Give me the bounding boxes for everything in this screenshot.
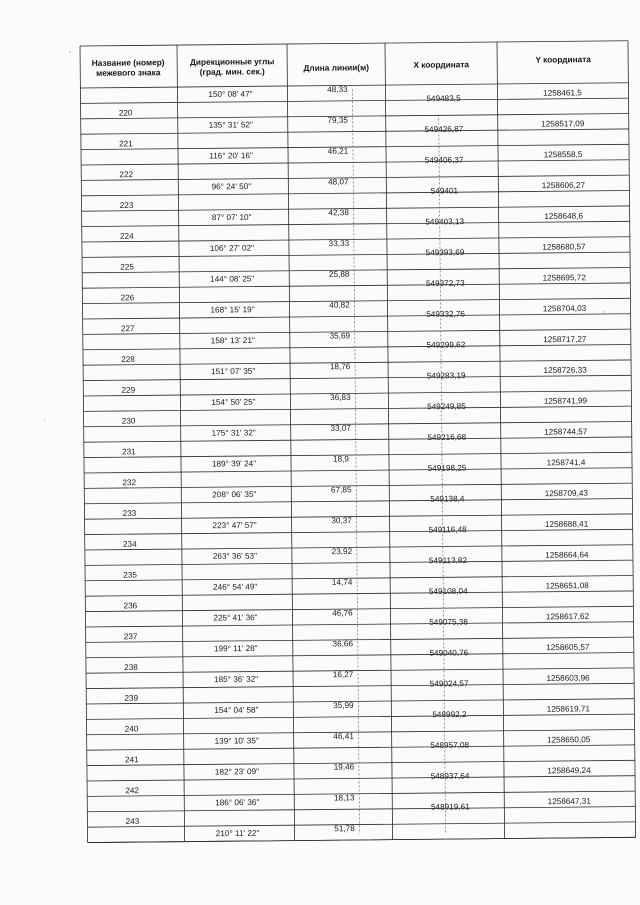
x-coordinate-cell: 549108,04 <box>428 586 468 597</box>
boundary-mark-name-cell: 242 <box>125 786 140 796</box>
boundary-mark-name-cell: 243 <box>125 816 140 826</box>
header-x-coordinate: X координата <box>413 59 470 70</box>
coordinates-table-svg <box>80 41 636 845</box>
direction-angle-cell: 168° 15' 19" <box>210 305 255 315</box>
direction-angle-cell: 151° 07' 35" <box>211 366 256 377</box>
y-coordinate-cell: 1258744,57 <box>544 427 588 437</box>
x-coordinate-cell: 549216,68 <box>427 432 467 443</box>
row-divider <box>83 375 631 380</box>
header-divider <box>80 83 628 88</box>
line-length-cell: 79,35 <box>327 115 349 125</box>
row-divider <box>85 606 633 611</box>
table-grid <box>80 41 636 843</box>
column-divider <box>497 42 505 839</box>
boundary-mark-name-cell: 241 <box>124 755 139 765</box>
row-divider <box>88 837 636 842</box>
scan-speck <box>38 296 39 297</box>
header-name-line1: Название (номер) <box>91 57 165 68</box>
direction-angle-cell: 158° 13' 21" <box>210 335 255 346</box>
y-coordinate-cell: 1258726,33 <box>543 365 587 375</box>
boundary-mark-name-cell: 221 <box>119 139 133 149</box>
line-length-cell: 30,37 <box>331 516 352 526</box>
column-divider <box>628 41 636 838</box>
line-length-cell: 36,83 <box>330 392 351 403</box>
boundary-mark-name-cell: 233 <box>122 508 137 519</box>
y-coordinate-cell: 1258606,27 <box>541 180 586 191</box>
row-divider <box>83 345 631 350</box>
y-coordinate-cell: 1258558,5 <box>543 149 583 160</box>
boundary-mark-name-cell: 236 <box>123 601 138 611</box>
row-divider <box>84 406 632 411</box>
direction-angle-cell: 116° 20' 16" <box>209 151 253 161</box>
line-length-cell: 18,13 <box>333 793 355 803</box>
row-divider <box>84 483 632 488</box>
row-divider <box>84 468 632 473</box>
direction-angle-cell: 144° 08' 25" <box>210 274 255 284</box>
row-divider <box>85 591 633 596</box>
table-header <box>92 53 592 78</box>
boundary-mark-name-cell: 232 <box>122 478 137 488</box>
row-divider <box>82 206 630 211</box>
row-divider <box>84 422 632 427</box>
boundary-mark-name-cell: 226 <box>120 293 135 303</box>
row-divider <box>83 360 631 365</box>
y-coordinate-cell: 1258647,31 <box>547 796 591 807</box>
row-divider <box>84 437 632 442</box>
x-coordinate-cell: 549401 <box>430 186 459 196</box>
y-coordinate-cell: 1258695,72 <box>542 273 586 283</box>
row-divider <box>81 191 629 196</box>
x-coordinate-cell: 548919,61 <box>430 802 470 812</box>
x-coordinate-cell: 549116,48 <box>428 525 467 535</box>
y-coordinate-cell: 1258741,4 <box>546 457 586 468</box>
table-border-top <box>80 41 628 46</box>
row-divider <box>86 668 634 673</box>
line-length-cell: 18,76 <box>329 362 351 372</box>
x-coordinate-cell: 549113,82 <box>428 555 468 566</box>
direction-angle-cell: 223° 47' 57" <box>212 520 257 531</box>
boundary-mark-name-cell: 227 <box>120 324 135 334</box>
row-divider <box>84 452 632 457</box>
row-divider <box>81 175 629 180</box>
row-divider <box>86 637 634 642</box>
line-length-cell: 36,66 <box>332 639 354 649</box>
row-divider <box>83 314 631 319</box>
line-length-cell: 51,78 <box>334 824 355 834</box>
x-coordinate-cell: 548992,2 <box>432 709 467 720</box>
direction-angle-cell: 96° 24' 50" <box>211 181 252 192</box>
row-divider <box>86 683 634 688</box>
boundary-mark-name-cell: 224 <box>119 231 134 241</box>
header-name-line2: межевого знака <box>96 67 161 78</box>
x-coordinate-cell: 549075,38 <box>429 617 468 627</box>
row-divider <box>82 283 630 288</box>
header-angle-line1: Дирекционные углы <box>189 56 275 67</box>
boundary-mark-name-cell: 229 <box>121 385 136 395</box>
x-coordinate-cell: 549483,5 <box>426 93 461 104</box>
direction-angle-cell: 246° 54' 49" <box>213 582 258 592</box>
direction-angle-cell: 182° 23' 09" <box>214 767 260 777</box>
row-divider <box>85 529 633 534</box>
line-length-cell: 40,82 <box>329 300 350 310</box>
line-length-cell: 46,21 <box>327 146 349 156</box>
line-length-cell: 14,74 <box>331 577 353 587</box>
line-length-cell: 19,46 <box>333 762 355 772</box>
boundary-mark-name-cell: 231 <box>122 447 136 457</box>
x-coordinate-cell: 548957,08 <box>430 740 470 751</box>
direction-angle-cell: 87° 07' 10" <box>211 212 252 223</box>
row-divider <box>82 298 630 303</box>
header-length: Длина линии(м) <box>303 62 369 73</box>
y-coordinate-cell: 1258650,05 <box>547 735 591 745</box>
header-angle-line2: (град. мин. сек.) <box>199 66 265 77</box>
row-divider <box>81 144 629 149</box>
row-divider <box>84 499 632 504</box>
direction-angle-cell: 208° 06' 35" <box>212 489 257 500</box>
row-divider <box>82 221 630 226</box>
y-coordinate-cell: 1258717,27 <box>543 334 587 345</box>
direction-angle-cell: 210° 11' 22" <box>215 828 260 839</box>
x-coordinate-cell: 549138,4 <box>430 494 465 504</box>
y-coordinate-cell: 1258605,57 <box>546 642 590 653</box>
row-divider <box>81 114 629 119</box>
boundary-mark-name-cell: 230 <box>121 416 136 426</box>
row-divider <box>87 760 635 765</box>
x-coordinate-cell: 549024,57 <box>429 679 469 689</box>
x-coordinate-cell: 549372,73 <box>425 278 465 289</box>
boundary-mark-name-cell: 223 <box>119 200 134 211</box>
line-length-cell: 46,41 <box>333 731 354 741</box>
row-divider <box>81 160 629 165</box>
x-coordinate-cell: 549426,87 <box>424 124 464 135</box>
x-coordinate-cell: 549403,13 <box>425 217 465 227</box>
x-coordinate-cell: 549040,76 <box>429 648 469 658</box>
row-divider <box>81 98 629 103</box>
row-divider <box>82 237 630 242</box>
column-divider <box>177 45 185 842</box>
row-divider <box>85 514 633 519</box>
row-divider <box>87 791 635 796</box>
x-coordinate-cell: 549406,37 <box>424 155 464 165</box>
y-coordinate-cell: 1258617,62 <box>545 611 590 622</box>
line-length-cell: 48,33 <box>327 84 348 95</box>
row-divider <box>86 622 634 627</box>
boundary-mark-name-cell: 220 <box>118 108 133 118</box>
row-divider <box>83 391 631 396</box>
direction-angle-cell: 139° 10' 35" <box>214 736 259 746</box>
line-length-cell: 23,92 <box>331 546 353 557</box>
direction-angle-cell: 199° 11' 28" <box>213 643 258 654</box>
line-length-cell: 33,07 <box>330 423 351 433</box>
row-divider <box>82 268 630 273</box>
row-divider <box>87 822 635 827</box>
row-divider <box>87 745 635 750</box>
row-divider <box>85 576 633 581</box>
direction-angle-cell: 189° 39' 24" <box>211 459 257 469</box>
table-body <box>119 83 592 839</box>
boundary-coordinates-table <box>80 41 636 858</box>
line-length-cell: 16,27 <box>332 670 354 680</box>
row-divider <box>85 545 633 550</box>
y-coordinate-cell: 1258651,08 <box>545 581 589 591</box>
line-length-cell: 25,88 <box>328 269 350 279</box>
line-length-cell: 33,33 <box>328 238 350 249</box>
boundary-mark-name-cell: 235 <box>123 570 137 580</box>
x-coordinate-cell: 548937,64 <box>430 771 470 781</box>
y-coordinate-cell: 1258688,41 <box>544 519 589 529</box>
y-coordinate-cell: 1258704,03 <box>542 303 587 314</box>
y-coordinate-cell: 1258461,5 <box>543 88 582 98</box>
row-divider <box>86 699 634 704</box>
direction-angle-cell: 106° 27' 02" <box>209 243 255 253</box>
y-coordinate-cell: 1258619,71 <box>546 704 591 714</box>
y-coordinate-cell: 1258664,64 <box>545 550 589 560</box>
boundary-mark-name-cell: 237 <box>123 632 138 642</box>
boundary-mark-name-cell: 234 <box>122 539 137 549</box>
boundary-mark-name-cell: 228 <box>121 354 135 365</box>
row-divider <box>87 776 635 781</box>
boundary-mark-name-cell: 239 <box>124 693 139 703</box>
boundary-mark-name-cell: 240 <box>124 724 139 734</box>
direction-angle-cell: 225° 41' 36" <box>213 613 258 623</box>
row-divider <box>87 807 635 812</box>
y-coordinate-cell: 1258741,99 <box>543 396 588 406</box>
row-divider <box>81 129 629 134</box>
row-divider <box>82 252 630 257</box>
scan-speck <box>45 420 46 421</box>
direction-angle-cell: 263° 36' 53" <box>212 551 258 561</box>
y-coordinate-cell: 1258680,57 <box>542 242 586 252</box>
boundary-mark-name-cell: 225 <box>120 262 135 272</box>
line-length-cell: 48,07 <box>328 177 349 187</box>
x-coordinate-cell: 549249,85 <box>427 401 466 412</box>
column-divider <box>385 43 393 840</box>
boundary-mark-name-cell: 238 <box>124 662 138 673</box>
x-coordinate-cell: 549283,19 <box>426 371 466 381</box>
y-coordinate-cell: 1258649,24 <box>547 765 591 776</box>
direction-angle-cell: 186° 06' 36" <box>215 797 260 808</box>
header-y-coordinate: Y координата <box>535 54 591 65</box>
line-length-cell: 42,38 <box>328 208 349 218</box>
row-divider <box>86 714 634 719</box>
line-length-cell: 35,69 <box>329 331 351 341</box>
y-coordinate-cell: 1258709,43 <box>544 488 588 499</box>
direction-angle-cell: 154° 04' 58" <box>214 705 259 715</box>
x-coordinate-cell: 549198,25 <box>427 463 467 473</box>
boundary-mark-name-cell: 222 <box>119 170 134 180</box>
direction-angle-cell: 185° 36' 32" <box>213 674 259 685</box>
x-coordinate-cell: 549299,62 <box>426 340 466 350</box>
row-divider <box>83 329 631 334</box>
row-divider <box>87 730 635 735</box>
line-length-cell: 46,76 <box>332 608 353 618</box>
scan-artifact-line <box>352 89 359 834</box>
x-coordinate-cell: 549332,76 <box>426 309 465 319</box>
column-divider <box>80 46 88 843</box>
direction-angle-cell: 154° 50' 25" <box>211 397 256 407</box>
column-divider <box>287 44 295 841</box>
direction-angle-cell: 150° 08' 47" <box>208 89 253 99</box>
y-coordinate-cell: 1258603,96 <box>546 673 590 683</box>
direction-angle-cell: 175° 31' 32" <box>211 428 256 438</box>
y-coordinate-cell: 1258648,6 <box>544 211 584 221</box>
y-coordinate-cell: 1258517,09 <box>541 119 585 129</box>
line-length-cell: 67,85 <box>330 485 352 495</box>
direction-angle-cell: 135° 31' 52" <box>208 120 253 130</box>
row-divider <box>86 653 634 658</box>
x-coordinate-cell: 549393,69 <box>425 247 465 258</box>
line-length-cell: 35,99 <box>333 700 354 711</box>
line-length-cell: 18,9 <box>332 454 349 464</box>
row-divider <box>85 560 633 565</box>
scan-speck <box>69 51 70 52</box>
